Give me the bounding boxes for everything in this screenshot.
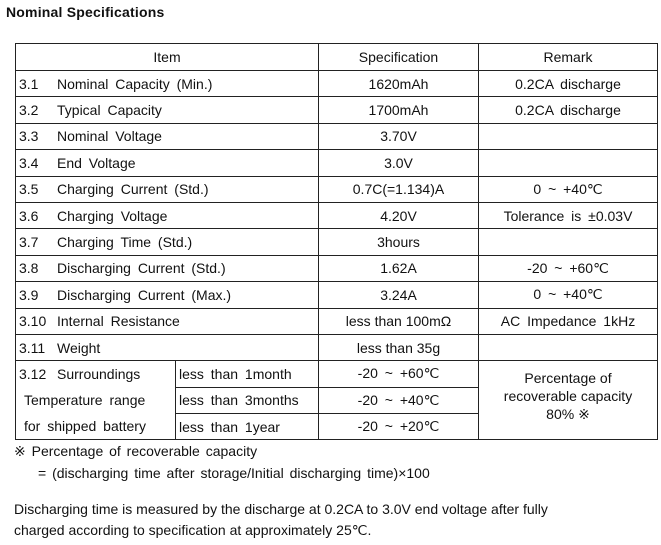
spec-cell: 3.70V [319, 123, 479, 149]
spec-cell: 1700mAh [319, 97, 479, 123]
remark-line-3: 80% ※ [546, 406, 590, 423]
surroundings-line-2: Temperature range [24, 392, 146, 409]
item-number: 3.10 [19, 313, 47, 330]
remark-line-1: Percentage of [524, 370, 612, 387]
table-row [16, 123, 658, 149]
item-label: Nominal Capacity (Min.) [57, 75, 213, 92]
spec-cell: -20 ~ +40℃ [319, 387, 479, 413]
remark-cell [479, 229, 658, 255]
table-row [16, 282, 658, 308]
header-remark: Remark [479, 44, 658, 71]
item-cell [16, 334, 319, 360]
remark-cell: 0.2CA discharge [479, 71, 658, 97]
item-cell [16, 123, 319, 149]
item-label: Discharging Current (Max.) [57, 286, 232, 303]
spec-cell: 3.24A [319, 282, 479, 308]
remark-cell: Tolerance is ±0.03V [479, 202, 658, 228]
item-cell [16, 308, 319, 334]
footer-line-1: Discharging time is measured by the discharge at 0.2CA to 3.0V end voltage after fully [14, 501, 548, 517]
item-label: Charging Voltage [57, 207, 168, 224]
item-cell [16, 255, 319, 281]
item-cell [16, 150, 319, 176]
spec-cell: less than 100mΩ [319, 308, 479, 334]
item-number: 3.5 [19, 181, 39, 198]
item-label: Surroundings [57, 366, 141, 383]
remark-cell [479, 123, 658, 149]
item-label: Charging Time (Std.) [57, 234, 193, 251]
item-cell [16, 97, 319, 123]
spec-table [15, 43, 658, 440]
item-number: 3.6 [19, 207, 39, 224]
spec-cell: -20 ~ +20℃ [319, 414, 479, 440]
spec-cell: -20 ~ +60℃ [319, 361, 479, 387]
remark-cell [479, 150, 658, 176]
item-label: Nominal Voltage [57, 128, 162, 145]
header-specification: Specification [319, 44, 479, 71]
surroundings-line-1 [16, 361, 175, 387]
footer-text [14, 499, 548, 541]
note-line-2: = (discharging time after storage/Initial discharging time)×100 [38, 465, 430, 481]
spec-cell: 0.7C(=1.134)A [319, 176, 479, 202]
item-number: 3.7 [19, 234, 39, 251]
item-cell [16, 229, 319, 255]
table-row [16, 308, 658, 334]
storage-period-cell: less than 1year [176, 414, 319, 440]
item-number: 3.2 [19, 102, 39, 119]
spec-cell: 1620mAh [319, 71, 479, 97]
item-number: 3.11 [19, 339, 46, 356]
remark-cell: -20 ~ +60℃ [479, 255, 658, 281]
table-row [16, 176, 658, 202]
header-item: Item [16, 44, 319, 71]
remark-cell: AC Impedance 1kHz [479, 308, 658, 334]
table-row [16, 229, 658, 255]
item-label: Charging Current (Std.) [57, 181, 209, 198]
storage-period-cell: less than 3months [176, 387, 319, 413]
item-cell [16, 202, 319, 228]
item-number: 3.4 [19, 154, 39, 171]
item-number: 3.8 [19, 260, 39, 277]
table-row [16, 71, 658, 97]
table-row [16, 97, 658, 123]
spec-cell: 3.0V [319, 150, 479, 176]
remark-line-2: recoverable capacity [503, 388, 633, 405]
item-label: Discharging Current (Std.) [57, 260, 226, 277]
spec-cell: less than 35g [319, 334, 479, 360]
table-row [16, 361, 658, 387]
remark-cell: 0 ~ +40℃ [479, 282, 658, 308]
recoverable-capacity-remark [479, 361, 658, 440]
footer-line-2: charged according to specification at approximately 25℃. [14, 522, 372, 538]
remark-cell [479, 334, 658, 360]
table-row [16, 255, 658, 281]
item-cell [16, 71, 319, 97]
item-label: Typical Capacity [57, 102, 162, 119]
table-row [16, 150, 658, 176]
surroundings-line-3: for shipped battery [24, 418, 146, 435]
spec-cell: 3hours [319, 229, 479, 255]
item-number: 3.9 [19, 286, 39, 303]
table-header-row [16, 44, 658, 71]
table-row [16, 202, 658, 228]
remark-cell: 0 ~ +40℃ [479, 176, 658, 202]
item-number: 3.1 [19, 75, 39, 92]
item-number: 3.3 [19, 128, 39, 145]
storage-period-cell: less than 1month [176, 361, 319, 387]
table-row [16, 334, 658, 360]
notes [14, 440, 430, 484]
spec-cell: 4.20V [319, 202, 479, 228]
item-cell [16, 282, 319, 308]
note-line-1: ※ Percentage of recoverable capacity [14, 443, 258, 459]
remark-cell: 0.2CA discharge [479, 97, 658, 123]
page-title: Nominal Specifications [6, 4, 165, 20]
item-label: End Voltage [57, 154, 136, 171]
item-label: Internal Resistance [57, 313, 180, 330]
item-label: Weight [57, 339, 101, 356]
item-number: 3.12 [19, 366, 47, 383]
item-cell [16, 176, 319, 202]
surroundings-item-cell [16, 361, 176, 440]
spec-cell: 1.62A [319, 255, 479, 281]
